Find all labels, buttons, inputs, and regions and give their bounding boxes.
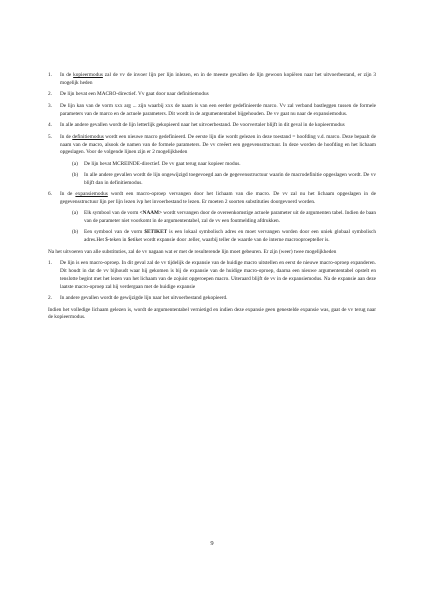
list-number: 1. bbox=[48, 72, 52, 78]
item-text: wordt een macro-oproep vervangen door het lichaam van die macro. De vv zal nu het lichaam opgeslagen in de gegevensstructuur lijn per lijn lezen ivp het invoerbestand te lezen. Er moeten 2 soorten substituties doorgevoerd worden. bbox=[60, 191, 376, 205]
item-text: In de bbox=[60, 191, 76, 198]
item-text: In andere gevallen wordt de gewijzigde lijn naar het uitvoerbestand gekopieerd. bbox=[60, 295, 228, 302]
sub-text: is een lokaal symbolisch adres en moet vervangen worden door een uniek globaal symbolisch adres.Het $-teken in $etiket wordt expansie door .teller, waarbij teller de waarde van de interne macrooproepteller is. bbox=[84, 229, 376, 244]
term-expansion-mode: expansiemodus bbox=[75, 191, 108, 198]
list-number: 5. bbox=[48, 133, 52, 140]
sub-item bbox=[72, 172, 376, 188]
symbol-naam: <NAAM> bbox=[139, 210, 162, 217]
item-text: wordt een nieuwe macro gedefinieerd. De eerste lijn die wordt gelezen in deze toestand = hoofding v.d. marco. Deze bepaalt de naam van de macro, alsook de namen van de formele parameters. De vv creëert een gegevensstructuur. In deze worden de hoofding en het lichaam opgeslagen. Voor de volgende lijnen zijn er 2 mogelijkheden bbox=[60, 133, 376, 156]
paragraph-after-substitution: Na het uitvoeren van alle substituties, zal de vv nagaan wat er met de resulterende lijn moet gebeuren. Er zijn (weer) twee mogelijkheden bbox=[48, 248, 337, 255]
sub-list bbox=[72, 161, 376, 188]
sub-list bbox=[72, 210, 376, 245]
item-text: In alle andere gevallen wordt de lijn letterlijk gekopieerd naar het uitvoerbestand. De voorvertaler blijft in dit geval in de kopieermodus bbox=[60, 122, 345, 129]
sub-label: (a) bbox=[72, 210, 78, 217]
list-item bbox=[48, 191, 376, 245]
list-item bbox=[48, 260, 376, 292]
item-text: In de bbox=[60, 133, 73, 140]
list-item bbox=[48, 103, 376, 119]
sub-text: Elk symbool van de vorm bbox=[84, 210, 140, 217]
item-text: De lijn kan van de vorm xxx arg ... zijn waarbij xxx de naam is van een eerder gedefinieerde marco. Vv zal verband bastleggen tussen de formele parameters van de marco en de actuele parameters. Dit wordt in de argumententabel bijgehouden. De vv gaat nu naar de expansiemodus. bbox=[60, 102, 376, 117]
paragraph-closing: Indien het volledige lichaam gelezen is, wordt de argumententabel vernietigd en indien deze expansie geen genestelde expansie was, gaat de vv terug naar de kopieermodus. bbox=[48, 306, 376, 321]
sub-label: (a) bbox=[72, 160, 78, 167]
document-body bbox=[48, 72, 376, 326]
list-number: 4. bbox=[48, 122, 52, 129]
list-number: 1. bbox=[48, 259, 52, 266]
item-text: De lijn bevat een MACRO-directief. Vv gaat door naar definitiemodus bbox=[60, 91, 209, 98]
list-item bbox=[48, 122, 376, 130]
sub-text: De lijn bevat MCREINDE-directief. De vv gaat terug naar kopieer modus. bbox=[84, 160, 241, 167]
list-number: 3. bbox=[48, 102, 52, 109]
page-number: 9 bbox=[210, 540, 214, 547]
list-item bbox=[48, 72, 376, 88]
item-text: zal de vv de invoer lijn per lijn inlezen, en in de meeste gevallen de lijn gewoon kopiëren naar het uitvoerbestand, er zijn 3 mogelijk heden bbox=[60, 72, 376, 86]
symbol-etiket: $ETIKET bbox=[144, 229, 168, 236]
sub-item bbox=[72, 210, 376, 226]
term-definition-mode: definitiemodus bbox=[72, 133, 104, 140]
sub-item bbox=[72, 161, 376, 169]
term-copy-mode: kopieermodus bbox=[73, 72, 103, 78]
sub-item bbox=[72, 229, 376, 245]
item-text: In de bbox=[60, 72, 74, 78]
sub-label: (b) bbox=[72, 229, 79, 236]
list-number: 6. bbox=[48, 191, 52, 198]
list-item bbox=[48, 91, 376, 99]
item-text: De lijn is een macro-oproep. In dit geval zal de vv tijdelijk de expansie van de huidige macro uitstellen en eerst de nieuwe macro-oproep expanderen. Dit houdt in dat de vv bijhoudt waar hij gekomen is bij de expansie van de huidige macro-oproep, daarna een nieuwe argumententabel opstelt en tenslotte begint met het lezen van het lichaam van de zojuist opgeroepen macro. Uiteraard blijft de vv in de expansiemodus. Na de expansie aan deze laatste macro-oproep zal hij verdergaan met de huidige expansie bbox=[60, 259, 376, 290]
list-number: 2. bbox=[48, 91, 52, 98]
list-number: 2. bbox=[48, 295, 52, 302]
sub-label: (b) bbox=[72, 171, 79, 178]
sub-text: wordt vervangen door de overeenkomstige actuele parameter uit de argumenten tabel. Indien de baan van de parameter niet voorkomt in de argumententabel, zal de vv een foutmelding afdrukken. bbox=[84, 210, 376, 225]
list-item bbox=[48, 295, 376, 303]
sub-text: Een symbool van de vorm bbox=[84, 229, 145, 236]
list-item bbox=[48, 134, 376, 188]
sub-text: In alle andere gevallen wordt de lijn ongewijzigd toegevoegd aan de gegevensstructuur waarin de macrodefinitie opgeslagen wordt. De vv blijft dan in definitiemodus. bbox=[84, 171, 376, 186]
